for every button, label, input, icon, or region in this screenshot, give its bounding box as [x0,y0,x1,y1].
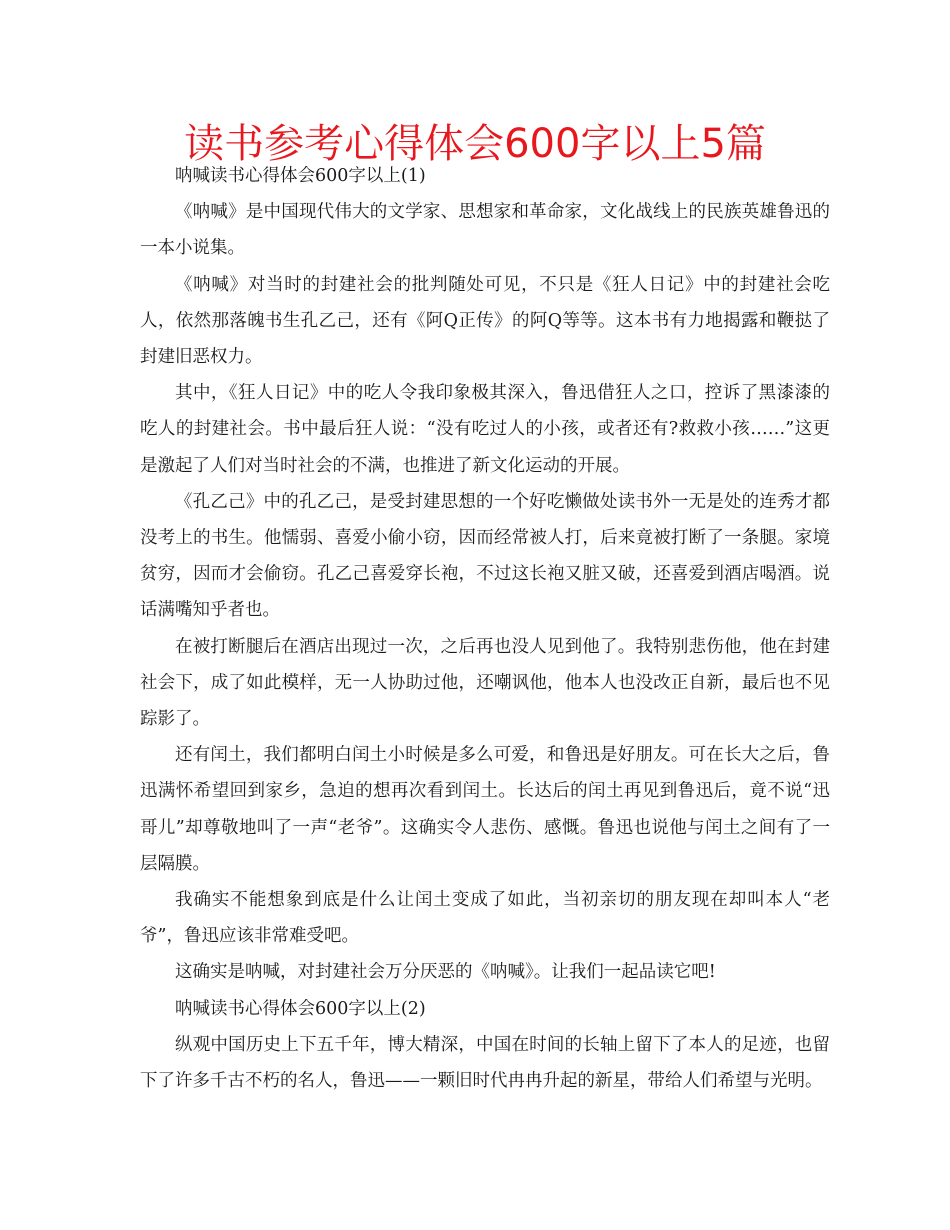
paragraph: 在被打断腿后在酒店出现过一次，之后再也没人见到他了。我特别悲伤他，他在封建社会下，成了如此模样，无一人协助过他，还嘲讽他，他本人也没改正自新，最后也不见踪影了。 [140,636,830,730]
paragraph: 其中，《狂人日记》中的吃人令我印象极其深入，鲁迅借狂人之口，控诉了黑漆漆的吃人的封建社会。书中最后狂人说：“没有吃过人的小孩，或者还有?救救小孩……”这更是激起了人们对当时社会的不满，也推进了新文化运动的开展。 [140,383,830,476]
document-title: 读书参考心得体会600字以上5篇 [184,121,766,167]
paragraph: 我确实不能想象到底是什么让闰土变成了如此，当初亲切的朋友现在却叫本人“老爷”，鲁迅应该非常难受吧。 [140,890,830,947]
paragraph: 《呐喊》对当时的封建社会的批判随处可见，不只是《狂人日记》中的封建社会吃人，依然那落魄书生孔乙己，还有《阿Q正传》的阿Q等等。这本书有力地揭露和鞭挞了封建旧恶权力。 [140,274,830,368]
paragraph: 《孔乙己》中的孔乙己，是受封建思想的一个好吃懒做处读书外一无是处的连秀才都没考上的书生。他懦弱、喜爱小偷小窃，因而经常被人打，后来竟被打断了一条腿。家境贫穷，因而才会偷窃。孔乙己喜爱穿长袍，不过这长袍又脏又破，还喜爱到酒店喝酒。说话满嘴知乎者也。 [140,491,830,621]
paragraph: 这确实是呐喊，对封建社会万分厌恶的《呐喊》。让我们一起品读它吧! [175,962,716,983]
paragraph: 还有闰土，我们都明白闰土小时候是多么可爱，和鲁迅是好朋友。可在长大之后，鲁迅满怀希望回到家乡，急迫的想再次看到闰土。长达后的闰土再见到鲁迅后，竟不说“迅哥儿”却尊敬地叫了一声“老爷”。这确实令人悲伤、感慨。鲁迅也说他与闰土之间有了一层隔膜。 [140,745,830,874]
section-heading-2: 呐喊读书心得体会600字以上(2) [175,998,426,1019]
document-body [140,158,830,1099]
paragraph: 纵观中国历史上下五千年，博大精深，中国在时间的长轴上留下了本人的足迹，也留下了许多千古不朽的名人，鲁迅——一颗旧时代冉冉升起的新星，带给人们希望与光明。 [140,1034,830,1092]
section-heading-1: 呐喊读书心得体会600字以上(1) [175,166,426,186]
paragraph: 《呐喊》是中国现代伟大的文学家、思想家和革命家，文化战线上的民族英雄鲁迅的一本小说集。 [140,202,830,259]
